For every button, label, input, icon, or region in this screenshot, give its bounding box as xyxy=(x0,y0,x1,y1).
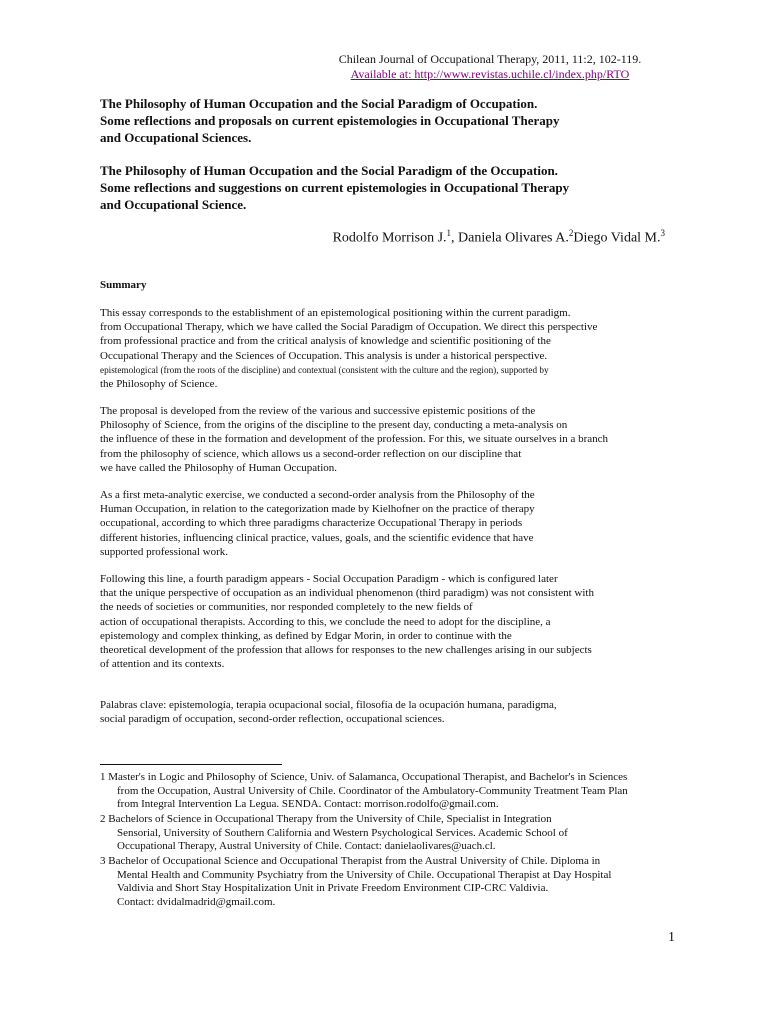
author-name: Rodolfo Morrison J. xyxy=(332,230,447,246)
journal-url-link[interactable]: Available at: http://www.revistas.uchile.cl/index.php/RTO xyxy=(350,67,630,81)
footnote-line: from the Occupation, Austral University of Chile. Coordinator of the Ambulatory-Community Treatment Team Plan xyxy=(117,784,628,797)
title-line: Some reflections and suggestions on current epistemologies in Occupational Therapy xyxy=(100,180,570,195)
footnote-line: 1 Master's in Logic and Philosophy of Science, Univ. of Salamanca, Occupational Therapist, and Bachelor's in Sciences xyxy=(100,771,628,783)
author-name: Diego Vidal M. xyxy=(573,230,661,246)
title-line: The Philosophy of Human Occupation and the Social Paradigm of the Occupation. xyxy=(100,163,558,178)
summary-paragraph-4 xyxy=(100,572,630,671)
paragraph-line: occupational, according to which three paradigms characterize Occupational Therapy in periods xyxy=(100,517,523,530)
author-list xyxy=(333,228,665,247)
paragraph-line: from professional practice and from the critical analysis of knowledge and scientific positioning of the xyxy=(100,335,551,348)
paragraph-line: the influence of these in the formation and development of the profession. For this, we situate ourselves in a branch xyxy=(100,433,608,446)
author-affiliation-marker: 3 xyxy=(660,228,665,238)
footnote-divider xyxy=(100,764,282,765)
footnote-2 xyxy=(100,813,760,854)
footnote-1 xyxy=(100,771,760,812)
summary-paragraph-3 xyxy=(100,488,630,559)
paragraph-line: As a first meta-analytic exercise, we conducted a second-order analysis from the Philosophy of the xyxy=(100,489,535,501)
page-number: 1 xyxy=(668,930,675,945)
keywords-paragraph xyxy=(100,698,630,726)
footnote-3 xyxy=(100,855,760,909)
paragraph-line: Philosophy of Science, from the origins of the discipline to the present day, conducting a meta-analysis on xyxy=(100,419,568,432)
keywords-line: Palabras clave: epistemología, terapia ocupacional social, filosofía de la ocupación humana, paradigma, xyxy=(100,699,557,711)
paragraph-line: of attention and its contexts. xyxy=(100,658,225,671)
paragraph-line: the needs of societies or communities, nor responded completely to the new fields of xyxy=(100,601,473,614)
title-english-2 xyxy=(100,162,680,213)
paragraph-line: the Philosophy of Science. xyxy=(100,378,218,391)
paragraph-line: The proposal is developed from the review of the various and successive epistemic positions of the xyxy=(100,405,536,417)
keywords-line: social paradigm of occupation, second-order reflection, occupational sciences. xyxy=(100,713,445,726)
paragraph-line: This essay corresponds to the establishment of an epistemological positioning within the current paradigm. xyxy=(100,307,571,319)
footnote-line: Valdivia and Short Stay Hospitalization Unit in Private Freedom Environment CIP-CRC Valdivia. xyxy=(117,882,549,894)
paragraph-line: Following this line, a fourth paradigm appears - Social Occupation Paradigm - which is configured later xyxy=(100,573,558,585)
summary-paragraph-1 xyxy=(100,306,630,391)
footnote-line: Sensorial, University of Southern California and Western Psychological Services. Academic School of xyxy=(117,826,568,839)
footnote-line: Contact: dvidalmadrid@gmail.com. xyxy=(117,895,276,908)
title-line: The Philosophy of Human Occupation and the Social Paradigm of Occupation. xyxy=(100,96,538,111)
footnote-line: 3 Bachelor of Occupational Science and Occupational Therapist from the Austral University of Chile. Diploma in xyxy=(100,855,601,867)
paragraph-line: theoretical development of the profession that allows for responses to the new challenges arising in our subjects xyxy=(100,644,592,657)
summary-heading: Summary xyxy=(100,279,147,291)
paragraph-line: Occupational Therapy and the Sciences of Occupation. This analysis is under a historical perspective. xyxy=(100,349,548,362)
paragraph-line: Human Occupation, in relation to the categorization made by Kielhofner on the practice of therapy xyxy=(100,503,535,516)
footnote-line: Mental Health and Community Psychiatry from the University of Chile. Occupational Therapist at Day Hospital xyxy=(117,868,612,881)
journal-header xyxy=(300,52,680,82)
paragraph-line: epistemological (from the roots of the discipline) and contextual (consistent with the culture and the region), supported by xyxy=(100,364,549,375)
footnote-line: from Integral Intervention La Legua. SENDA. Contact: morrison.rodolfo@gmail.com. xyxy=(117,798,499,810)
title-english-1 xyxy=(100,95,680,146)
paragraph-line: from the philosophy of science, which allows us a second-order reflection on our discipline that xyxy=(100,447,522,460)
author-name: , Daniela Olivares A. xyxy=(451,230,569,246)
footnote-line: Occupational Therapy, Austral University of Chile. Contact: danielaolivares@uach.cl. xyxy=(117,840,496,852)
paragraph-line: that the unique perspective of occupation as an individual phenomenon (third paradigm) was not consistent with xyxy=(100,587,594,600)
footnote-line: 2 Bachelors of Science in Occupational Therapy from the University of Chile, Specialist in Integration xyxy=(100,813,552,825)
summary-paragraph-2 xyxy=(100,404,630,475)
paragraph-line: action of occupational therapists. According to this, we conclude the need to adopt for the discipline, a xyxy=(100,615,551,628)
author-affiliation-marker: 1 xyxy=(446,228,452,238)
paragraph-line: epistemology and complex thinking, as defined by Edgar Morin, in order to continue with the xyxy=(100,629,512,642)
title-line: and Occupational Sciences. xyxy=(100,130,252,145)
title-line: and Occupational Science. xyxy=(100,197,247,212)
journal-citation: Chilean Journal of Occupational Therapy, 2011, 11:2, 102-119. xyxy=(338,52,642,66)
paragraph-line: from Occupational Therapy, which we have called the Social Paradigm of Occupation. We direct this perspective xyxy=(100,321,598,334)
title-line: Some reflections and proposals on current epistemologies in Occupational Therapy xyxy=(100,113,560,128)
paragraph-line: supported professional work. xyxy=(100,545,229,558)
paragraph-line: different histories, influencing clinical practice, values, goals, and the scientific evidence that have xyxy=(100,531,534,544)
author-affiliation-marker: 2 xyxy=(568,228,574,238)
paragraph-line: we have called the Philosophy of Human Occupation. xyxy=(100,461,338,474)
